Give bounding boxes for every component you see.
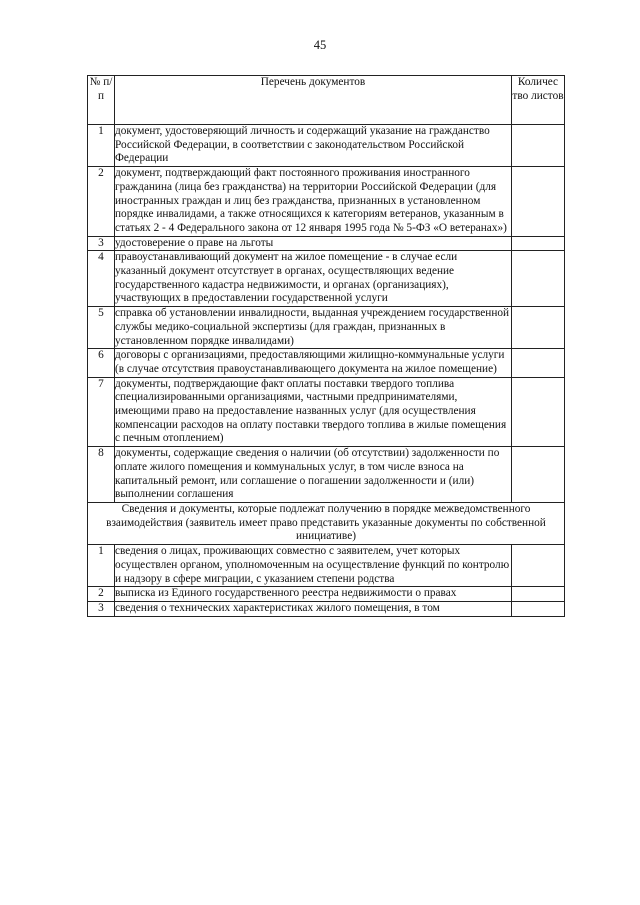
row-document: выписка из Единого государственного реестра недвижимости о правах (115, 587, 512, 602)
header-number: № п/п (88, 76, 115, 125)
row-sheet-count (512, 545, 565, 587)
row-sheet-count (512, 236, 565, 251)
page-number: 45 (313, 38, 327, 52)
table-row (88, 167, 565, 237)
row-sheet-count (512, 601, 565, 616)
row-document: договоры с организациями, предоставляющими жилищно-коммунальные услуги (в случае отсутствия правоустанавливающего документа на жилое помещение) (115, 349, 512, 377)
documents-table (87, 75, 565, 617)
table-row (88, 307, 565, 349)
table-row (88, 349, 565, 377)
table-row (88, 251, 565, 307)
row-sheet-count (512, 167, 565, 237)
row-document: сведения о технических характеристиках жилого помещения, в том (115, 601, 512, 616)
row-number: 3 (88, 236, 115, 251)
section-header: Сведения и документы, которые подлежат получению в порядке межведомственного взаимодействия (заявитель имеет право представить указанные документы по собственной инициативе) (88, 502, 565, 544)
row-number: 6 (88, 349, 115, 377)
header-document-list: Перечень документов (115, 76, 512, 125)
row-document: сведения о лицах, проживающих совместно с заявителем, учет которых осуществлен органом, уполномоченным на осуществление функций по контролю и надзору в сфере миграции, с указанием степени родства (115, 545, 512, 587)
row-number: 4 (88, 251, 115, 307)
row-sheet-count (512, 349, 565, 377)
table-row (88, 587, 565, 602)
row-document: документы, содержащие сведения о наличии (об отсутствии) задолженности по оплате жилого помещения и коммунальных услуг, в том числе взноса на капитальный ремонт, или соглашение о погашении задолженности и (или) выполнении соглашения (115, 447, 512, 503)
row-document: документ, подтверждающий факт постоянного проживания иностранного гражданина (лица без гражданства) на территории Российской Федерации (для иностранных граждан и лиц без гражданства, признанных в установленном порядке инвалидами, а также относящихся к категориям ветеранов, указанным в статьях 2 - 4 Федерального закона от 12 января 1995 года № 5-ФЗ «О ветеранах») (115, 167, 512, 237)
table-row (88, 377, 565, 447)
table-header-row (88, 76, 565, 125)
row-sheet-count (512, 125, 565, 167)
row-number: 5 (88, 307, 115, 349)
row-document: правоустанавливающий документ на жилое помещение - в случае если указанный документ отсутствует в органах, осуществляющих ведение государственного кадастра недвижимости, и органах (организациях), участвующих в предоставлении государственной услуги (115, 251, 512, 307)
row-number: 7 (88, 377, 115, 447)
row-number: 3 (88, 601, 115, 616)
row-number: 1 (88, 125, 115, 167)
section-header-row (88, 502, 565, 544)
table-row (88, 447, 565, 503)
row-sheet-count (512, 307, 565, 349)
table-row (88, 545, 565, 587)
row-document: удостоверение о праве на льготы (115, 236, 512, 251)
row-number: 8 (88, 447, 115, 503)
row-sheet-count (512, 447, 565, 503)
row-number: 1 (88, 545, 115, 587)
row-sheet-count (512, 587, 565, 602)
row-number: 2 (88, 587, 115, 602)
row-number: 2 (88, 167, 115, 237)
table-row (88, 601, 565, 616)
row-sheet-count (512, 251, 565, 307)
row-sheet-count (512, 377, 565, 447)
header-sheet-count: Количес тво листов (512, 76, 565, 125)
table-row (88, 236, 565, 251)
row-document: справка об установлении инвалидности, выданная учреждением государственной службы медико-социальной экспертизы (для граждан, признанных в установленном порядке инвалидами) (115, 307, 512, 349)
row-document: документы, подтверждающие факт оплаты поставки твердого топлива специализированными организациями, частными предпринимателями, имеющими право на предоставление названных услуг (для осуществления компенсации расходов на оплату поставки твердого топлива в жилые помещения с печным отоплением) (115, 377, 512, 447)
row-document: документ, удостоверяющий личность и содержащий указание на гражданство Российской Федерации, в соответствии с законодательством Российской Федерации (115, 125, 512, 167)
table-row (88, 125, 565, 167)
